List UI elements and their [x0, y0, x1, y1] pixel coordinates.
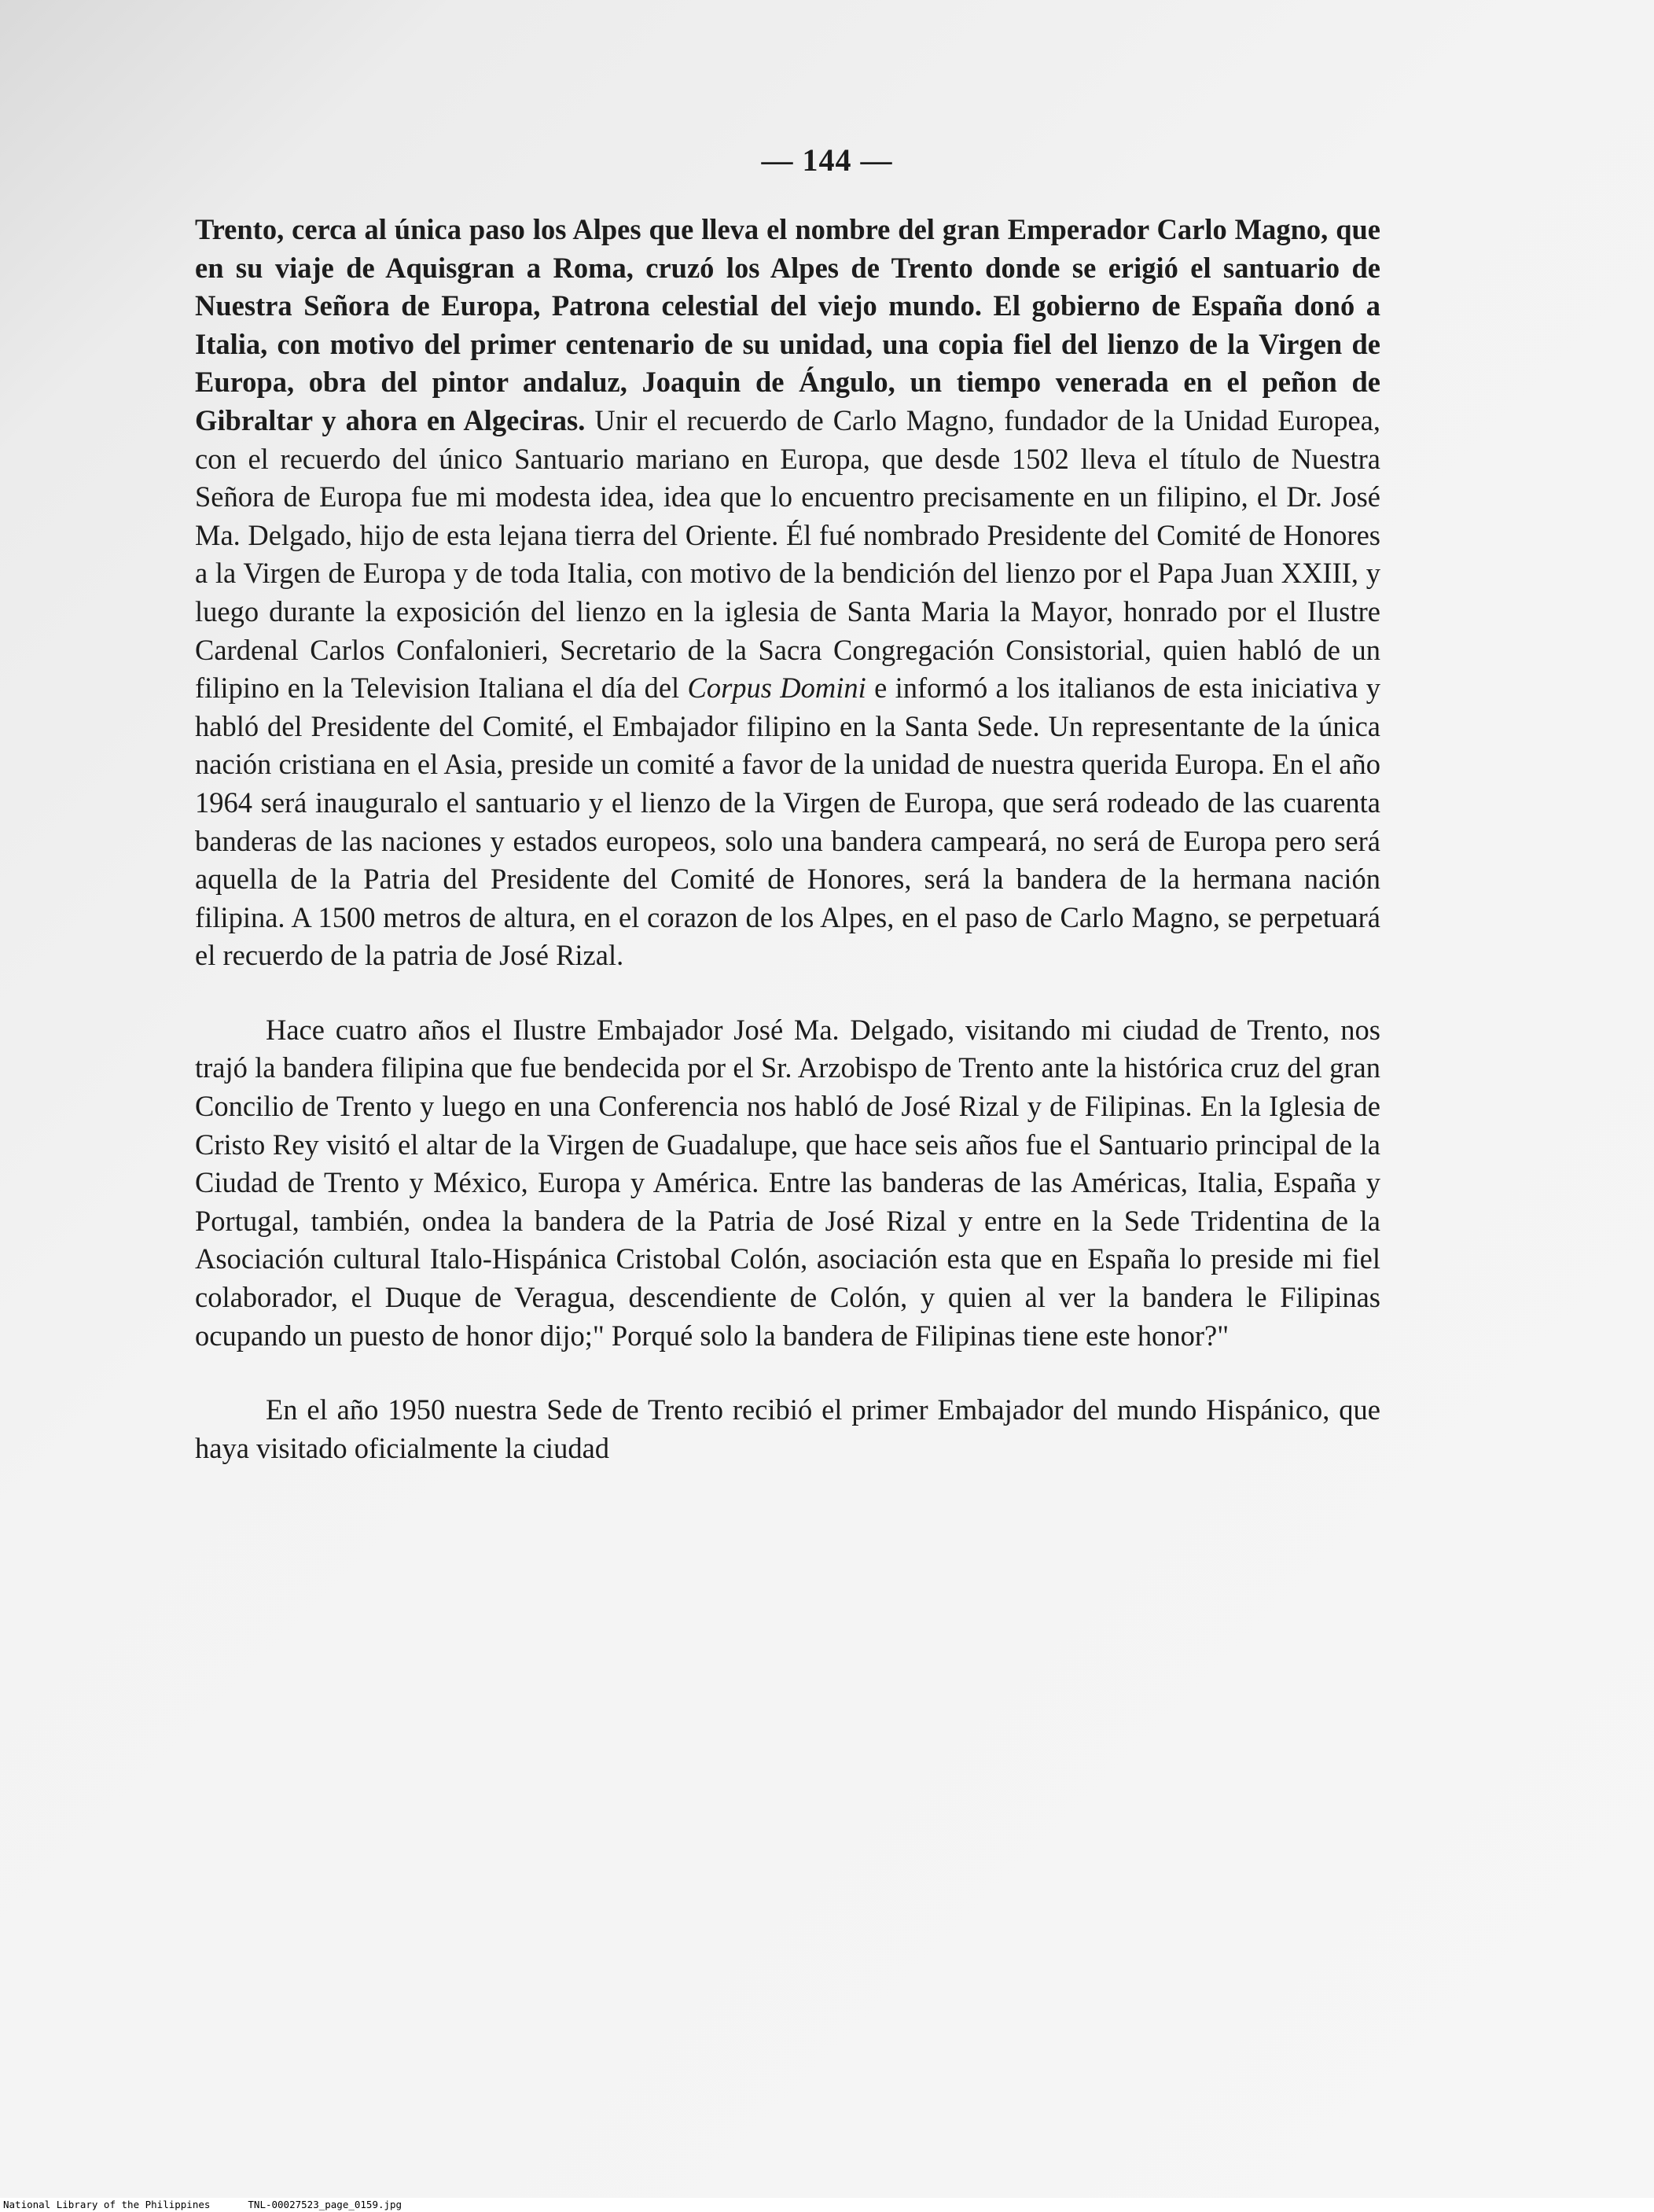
- scan-footer: [0, 2198, 1654, 2212]
- paragraph-1: [195, 211, 1380, 975]
- page-number: — 144 —: [761, 142, 893, 178]
- paragraph-1-italic: Corpus Domini: [687, 672, 866, 705]
- paragraph-gap: [195, 975, 1380, 1011]
- paragraph-1-body: Unir el recuerdo de Carlo Magno, fundador de la Unidad Europea, con el recuerdo del único Santuario mariano en Europa, que desde 1502 lleva el título de Nuestra Señora de Europa fue mi modesta idea, idea que lo encuentro precisamente en un filipino, el Dr. José Ma. Delgado, hijo de esta lejana tierra del Oriente. Él fué nombrado Presidente del Comité de Honores a la Virgen de Europa y de toda Italia, con motivo de la bendición del lienzo por el Papa Juan XXIII, y luego durante la exposición del lienzo en la iglesia de Santa Maria la Mayor, honrado por el Ilustre Cardenal Carlos Confalonieri, Secretario de la Sacra Congregación Consistorial, quien habló de un filipino en la Television Italiana el día del: [195, 403, 1380, 705]
- paragraph-2: Hace cuatro años el Ilustre Embajador José Ma. Delgado, visitando mi ciudad de Trento, nos trajó la bandera filipina que fue bendecida por el Sr. Arzobispo de Trento ante la histórica cruz del gran Concilio de Trento y luego en una Conferencia nos habló de José Rizal y de Filipinas. En la Iglesia de Cristo Rey visitó el altar de la Virgen de Guadalupe, que hace seis años fue el Santuario principal de la Ciudad de Trento y México, Europa y América. Entre las banderas de las Américas, Italia, España y Portugal, también, ondea la bandera de la Patria de José Rizal y entre en la Sede Tridentina de la Asociación cultural Italo-Hispánica Cristobal Colón, asociación esta que en España lo preside mi fiel colaborador, el Duque de Veragua, descendiente de Colón, y quien al ver la bandera le Filipinas ocupando un puesto de honor dijo;" Porqué solo la bandera de Filipinas tiene este honor?": [195, 1013, 1380, 1352]
- paragraph-1-tail: e informó a los italianos de esta iniciativa y habló del Presidente del Comité, el Embajador filipino en la Santa Sede. Un representante de la única nación cristiana en el Asia, preside un comité a favor de la unidad de nuestra querida Europa. En el año 1964 será inauguralo el santuario y el lienzo de la Virgen de Europa, que será rodeado de las cuarenta banderas de las naciones y estados europeos, solo una bandera campeará, no será de Europa pero será aquella de la Patria del Presidente del Comité de Honores, será la bandera de la hermana nación filipina. A 1500 metros de altura, en el corazon de los Alpes, en el paso de Carlo Magno, se perpetuará el recuerdo de la patria de José Rizal.: [195, 672, 1381, 972]
- body-text: [195, 211, 1380, 1467]
- paragraph-3: En el año 1950 nuestra Sede de Trento recibió el primer Embajador del mundo Hispánico, que haya visitado oficialmente la ciudad: [195, 1393, 1380, 1464]
- footer-source: National Library of the Philippines: [3, 2199, 211, 2210]
- paragraph-gap: [195, 1355, 1380, 1391]
- footer-file: TNL-00027523_page_0159.jpg: [248, 2199, 402, 2210]
- paragraph-1-lead: Trento, cerca al única paso los Alpes que lleva el nombre del gran Emperador Carlo Magno, que en su viaje de Aquisgran a Roma, cruzó los Alpes de Trento donde se erigió el santuario de Nuestra Señora de Europa, Patrona celestial del viejo mundo. El gobierno de España donó a Italia, con motivo del primer centenario de su unidad, una copia fiel del lienzo de la Virgen de Europa, obra del pintor andaluz, Joaquin de Ángulo, un tiempo venerada en el peñon de Gibraltar y ahora en Algeciras.: [195, 213, 1380, 436]
